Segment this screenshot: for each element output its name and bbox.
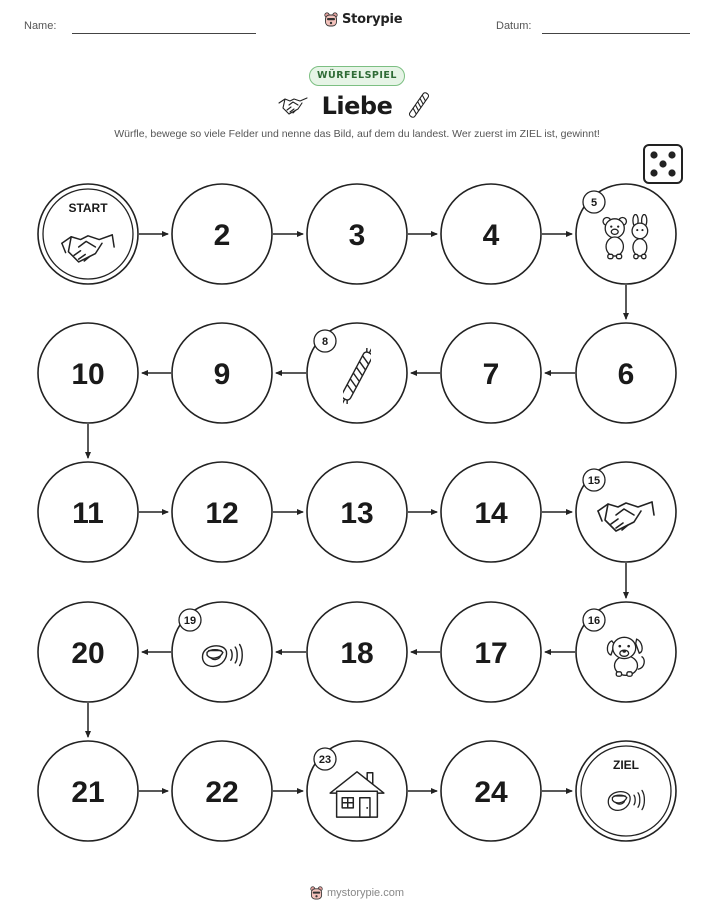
board-field-6	[576, 323, 676, 423]
board-field-24	[441, 741, 541, 841]
board-field-17	[441, 602, 541, 702]
board-field-9	[172, 323, 272, 423]
goal-field	[576, 741, 676, 841]
board-field-20	[38, 602, 138, 702]
field-number-badge-text: 23	[318, 754, 332, 766]
field-number: 21	[71, 776, 105, 809]
board-field-2	[172, 184, 272, 284]
field-number: 11	[72, 497, 104, 530]
page-title: Liebe	[321, 92, 393, 120]
board-field-16	[576, 602, 676, 702]
footer	[0, 886, 714, 900]
field-number: 24	[474, 776, 508, 809]
storypie-mascot-icon	[310, 886, 323, 900]
field-number-badge-text: 16	[587, 615, 601, 627]
board-field-10	[38, 323, 138, 423]
board-field-21	[38, 741, 138, 841]
instructions-text: Würfle, bewege so viele Felder und nenne das Bild, auf dem du landest. Wer zuerst im ZIEL ist, gewinnt!	[114, 128, 600, 140]
board-field-5	[576, 184, 676, 284]
board-field-23	[307, 741, 407, 841]
board-field-15	[576, 462, 676, 562]
name-label: Name:	[24, 20, 57, 32]
start-field	[38, 184, 138, 284]
board-field-7	[441, 323, 541, 423]
board-field-3	[307, 184, 407, 284]
field-number: 9	[213, 358, 231, 391]
field-number: 17	[474, 637, 508, 670]
field-number: 14	[474, 497, 508, 530]
field-number: 6	[617, 358, 635, 391]
field-number: 20	[71, 637, 105, 670]
date-label: Datum:	[496, 20, 532, 32]
field-number-badge-text: 19	[183, 615, 197, 627]
field-circle	[576, 741, 676, 841]
start-label: START	[68, 201, 108, 215]
board-field-13	[307, 462, 407, 562]
field-number-badge-text: 5	[590, 197, 598, 209]
field-number: 22	[205, 776, 239, 809]
field-number: 18	[340, 637, 374, 670]
field-number: 10	[71, 358, 105, 391]
field-number: 4	[482, 219, 500, 252]
board-field-11	[38, 462, 138, 562]
board-field-4	[441, 184, 541, 284]
game-type-tag: WÜRFELSPIEL	[309, 66, 405, 86]
board-field-12	[172, 462, 272, 562]
field-number: 13	[340, 497, 374, 530]
field-circle	[38, 184, 138, 284]
board-field-22	[172, 741, 272, 841]
board-field-18	[307, 602, 407, 702]
footer-url[interactable]: mystorypie.com	[326, 887, 405, 899]
board-field-8	[307, 323, 407, 423]
board-field-19	[172, 602, 272, 702]
goal-label: ZIEL	[613, 758, 639, 772]
brand-name: Storypie	[342, 12, 403, 27]
field-number: 7	[482, 358, 500, 391]
field-number: 2	[213, 219, 231, 252]
field-number: 12	[205, 497, 239, 530]
board-field-14	[441, 462, 541, 562]
field-number: 3	[348, 219, 366, 252]
field-number-badge-text: 15	[587, 475, 601, 487]
field-number-badge-text: 8	[321, 336, 329, 348]
